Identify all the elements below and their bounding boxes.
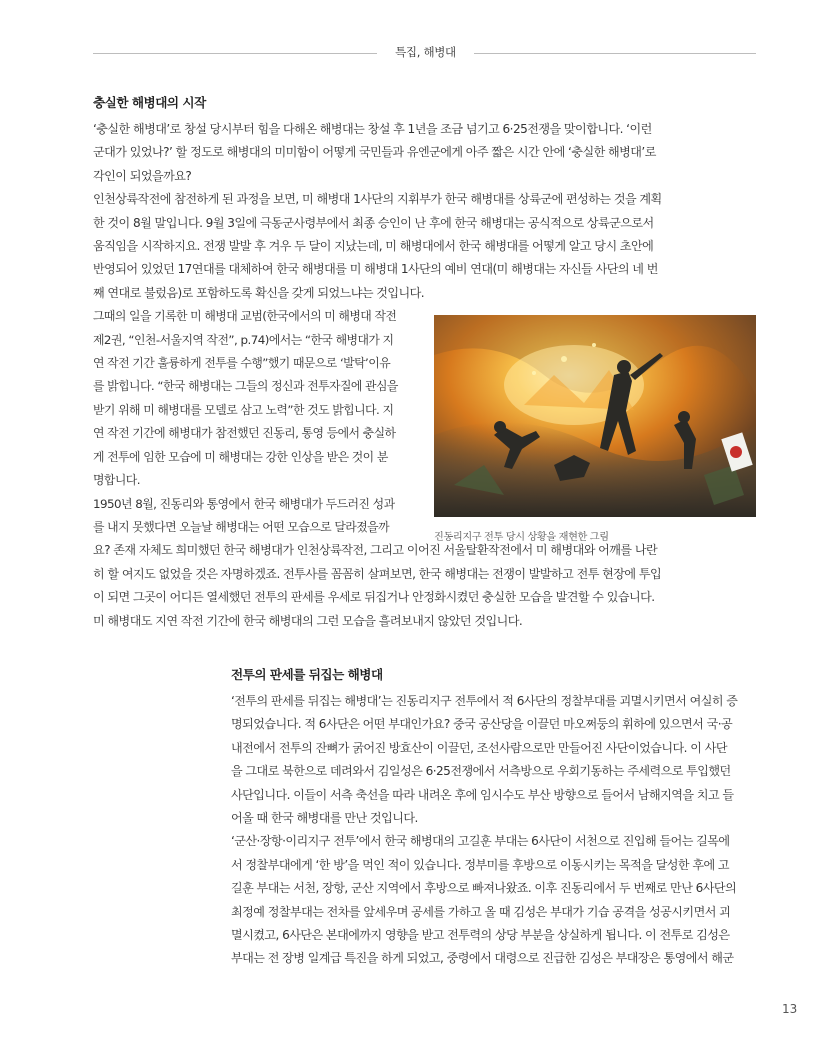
body-line: ‘충실한 해병대’로 창설 당시부터 힘을 다해온 해병대는 창설 후 1년을 조금 넘기고 6·25전쟁을 맞이합니다. ‘이런 (93, 122, 652, 136)
battle-painting (434, 315, 756, 517)
figure-caption: 진동리지구 전투 당시 상황을 재현한 그림 (434, 532, 609, 543)
body-line: 군대가 있었나?’ 할 정도로 해병대의 미미함이 어떻게 국민들과 유엔군에게 아주 짧은 시간 안에 ‘충실한 해병대’로 (93, 145, 656, 160)
section-turning-the-tide (231, 664, 757, 971)
body-line: 째 연대로 불렀음)로 포함하도록 확신을 갖게 되었느냐는 것입니다. (93, 285, 425, 300)
body-line: 를 밝힙니다. “한국 해병대는 그들의 정신과 전투자질에 관심을 (93, 379, 398, 394)
body-line: 최정예 정찰부대는 전차를 앞세우며 공세를 가하고 올 때 김성은 부대가 기습 공격을 성공시키면서 괴 (231, 904, 731, 919)
body-line: 사단입니다. 이들이 서측 축선을 따라 내려온 후에 임시수도 부산 방향으로 들어서 남해지역을 치고 들 (231, 787, 734, 802)
body-line: 연 작전 기간 훌륭하게 전투를 수행”했기 때문으로 ‘발탁’이유 (93, 356, 391, 371)
body-line: 반영되어 있었던 17연대를 대체하여 한국 해병대를 미 해병대 1사단의 예비 연대(미 해병대는 자신들 사단의 네 번 (93, 262, 658, 277)
header-rule-right (474, 53, 756, 54)
body-line: 명되었습니다. 적 6사단은 어떤 부대인가요? 중국 공산당을 이끌던 마오쩌둥의 휘하에 있으면서 국·공 (231, 717, 733, 732)
body-line: 서 정찰부대에게 ‘한 방’을 먹인 적이 있습니다. 정부미를 후방으로 이동시키는 목적을 달성한 후에 고 (231, 857, 730, 872)
body-line: 제2권, “인천-서울지역 작전”, p.74)에서는 “한국 해병대가 지 (93, 332, 394, 347)
body-line: 어올 때 한국 해병대를 만난 것입니다. (231, 811, 418, 826)
body-line: 히 할 여지도 없었을 것은 자명하겠죠. 전투사를 꼼꼼히 살펴보면, 한국 해병대는 전쟁이 발발하고 전투 현장에 투입 (93, 566, 662, 581)
body-line: 명합니다. (93, 473, 140, 488)
body-line: 미 해병대도 지연 작전 기간에 한국 해병대의 그런 모습을 흘려보내지 않았던 것입니다. (93, 613, 523, 628)
body-line: 요? 존재 자체도 희미했던 한국 해병대가 인천상륙작전, 그리고 이어진 서울탈환작전에서 미 해병대와 어깨를 나란 (93, 543, 658, 558)
body-line: 각인이 되었을까요? (93, 168, 192, 183)
body-line: 을 그대로 북한으로 데려와서 김일성은 6·25전쟁에서 서측방으로 우회기동하는 주세력으로 투입했던 (231, 764, 731, 779)
body-line: 게 전투에 임한 모습에 미 해병대는 강한 인상을 받은 것이 분 (93, 449, 388, 464)
body-line: 를 내지 못했다면 오늘날 해병대는 어떤 모습으로 달라졌을까 (93, 519, 390, 534)
body-line: 움직임을 시작하지요. 전쟁 발발 후 겨우 두 달이 지났는데, 미 해병대에서 한국 해병대를 어떻게 알고 당시 초안에 (93, 239, 654, 254)
body-line: ‘전투의 판세를 뒤집는 해병대’는 진동리지구 전투에서 적 6사단의 정찰부대를 괴멸시키면서 여실히 증 (231, 694, 738, 708)
section-title: 충실한 해병대의 시작 (93, 95, 206, 110)
narrow-column (93, 305, 428, 539)
body-line: 받기 위해 미 해병대를 모델로 삼고 노력”한 것도 밝힙니다. 지 (93, 402, 394, 417)
body-line: 인천상륙작전에 참전하게 된 과정을 보면, 미 해병대 1사단의 지휘부가 한국 해병대를 상륙군에 편성하는 것을 계획 (93, 192, 662, 207)
section-title: 전투의 판세를 뒤집는 해병대 (231, 667, 383, 682)
body-line: 부대는 전 장병 일계급 특진을 하게 되었고, 중령에서 대령으로 진급한 김성은 부대장은 통영에서 해군 (231, 951, 734, 966)
header-rule-left (93, 53, 377, 54)
battle-painting-figure (434, 315, 756, 517)
body-line: 내전에서 전투의 잔뼈가 굵어진 방효산이 이끌던, 조선사람으로만 만들어진 사단이었습니다. 이 사단 (231, 740, 727, 755)
body-line: 그때의 일을 기록한 미 해병대 교범(한국에서의 미 해병대 작전 (93, 309, 397, 324)
body-line: 한 것이 8월 말입니다. 9월 3일에 극동군사령부에서 최종 승인이 난 후에 한국 해병대는 공식적으로 상륙군으로서 (93, 215, 654, 230)
body-line: ‘군산·장항·이리지구 전투’에서 한국 해병대의 고길훈 부대는 6사단이 서천으로 진입해 들어는 길목에 (231, 834, 730, 849)
body-line: 1950년 8월, 진동리와 통영에서 한국 해병대가 두드러진 성과 (93, 496, 395, 511)
page-number: 13 (782, 1002, 798, 1016)
body-line: 이 되면 그곳이 어디든 열세했던 전투의 판세를 우세로 뒤집거나 안정화시켰던 충실한 모습을 발견할 수 있습니다. (93, 590, 655, 605)
body-line: 길훈 부대는 서천, 장항, 군산 지역에서 후방으로 빠져나왔죠. 이후 진동리에서 두 번째로 만난 6사단의 (231, 881, 737, 896)
body-line: 연 작전 기간에 해병대가 참전했던 진동리, 통영 등에서 충실하 (93, 426, 396, 441)
body-line: 멸시켰고, 6사단은 본대에까지 영향을 받고 전투력의 상당 부분을 상실하게 됩니다. 이 전투로 김성은 (231, 928, 730, 943)
running-header: 특집, 해병대 (395, 45, 456, 59)
